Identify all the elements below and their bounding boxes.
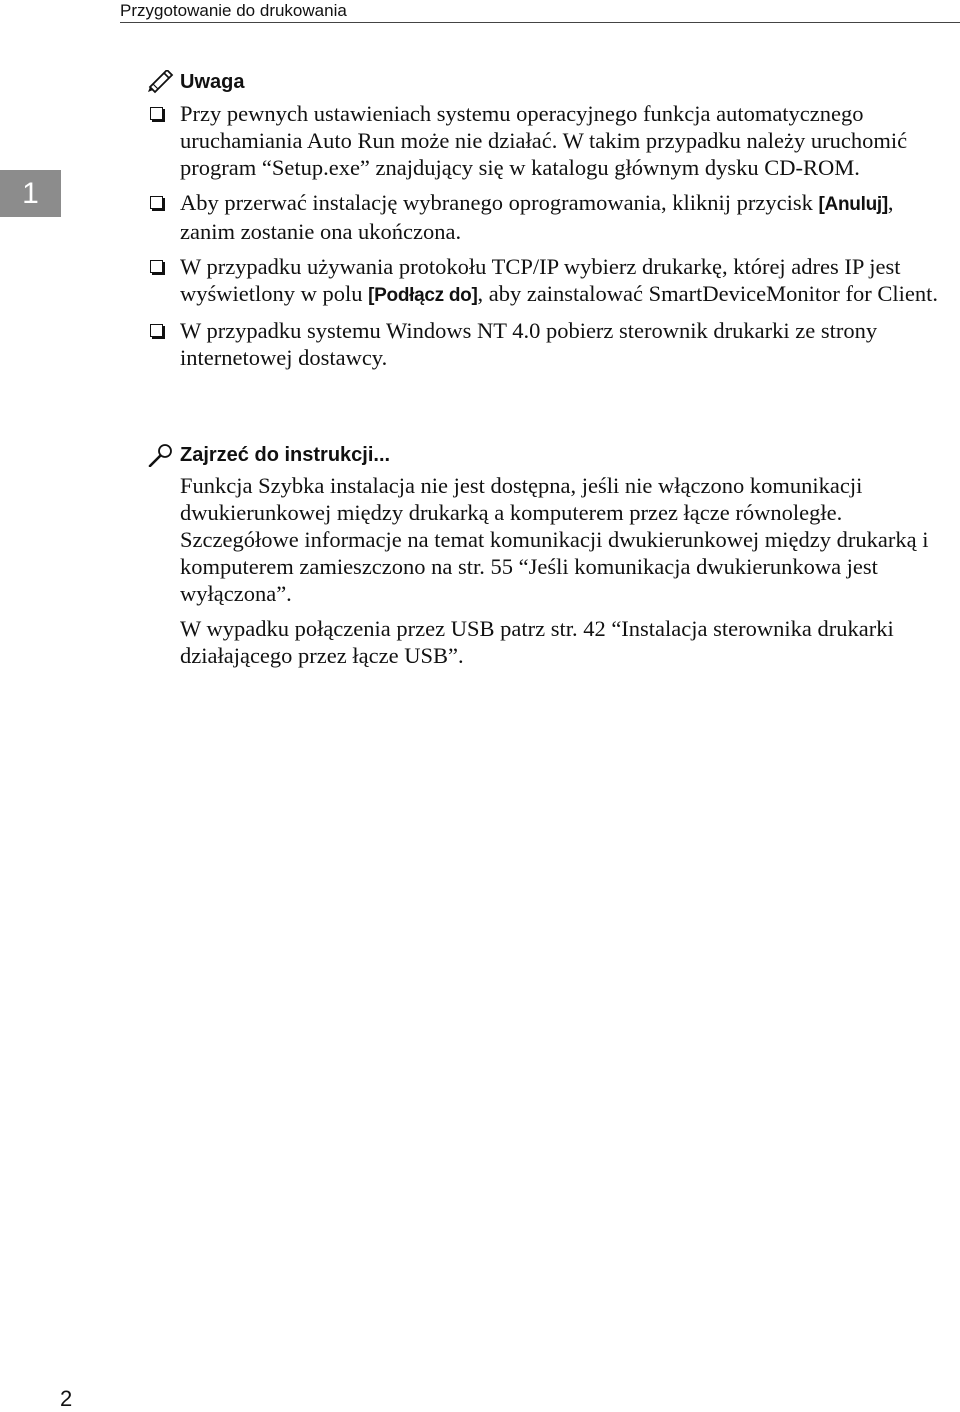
note-item-text: W przypadku systemu Windows NT 4.0 pobierz sterownik drukarki ze strony internetowej dostawcy. — [180, 318, 878, 370]
checkbox-bullet-icon — [150, 324, 163, 337]
checkbox-bullet-icon — [150, 196, 163, 209]
note-item-text: Przy pewnych ustawieniach systemu operacyjnego funkcja automatycznego uruchamiania Auto Run może nie działać. W takim przypadku należy uruchomić program “Setup.exe” znajdujący się w katalogu głównym dysku CD-ROM. — [180, 101, 908, 180]
note-item-text-before: Aby przerwać instalację wybranego oprogramowania, kliknij przycisk — [180, 190, 819, 215]
running-header — [120, 0, 960, 23]
reference-heading — [146, 443, 390, 467]
note-heading — [146, 70, 244, 94]
reference-heading-label: Zajrzeć do instrukcji... — [180, 444, 391, 466]
magnifier-icon — [146, 443, 176, 467]
page-number: 2 — [60, 1386, 73, 1411]
reference-body — [180, 472, 955, 677]
note-item — [150, 317, 940, 371]
running-header-title: Przygotowanie do drukowania — [120, 1, 347, 20]
note-item — [150, 253, 940, 309]
chapter-tab — [0, 170, 61, 217]
note-heading-label: Uwaga — [180, 71, 245, 93]
key-podlacz-do: [Podłącz do] — [368, 285, 478, 306]
key-anuluj: [Anuluj] — [818, 194, 888, 215]
note-item — [150, 189, 940, 245]
note-list — [150, 100, 940, 379]
checkbox-bullet-icon — [150, 260, 163, 273]
pencil-icon — [146, 70, 176, 94]
reference-paragraph: W wypadku połączenia przez USB patrz str. 42 “Instalacja sterownika drukarki działającego przez łącze USB”. — [180, 616, 894, 668]
note-item-text-after: , aby zainstalować SmartDeviceMonitor for Client. — [477, 281, 938, 306]
note-item-text-before: W przypadku używania protokołu TCP/IP wybierz drukarkę, której adres IP jest wyświetlony w polu — [180, 254, 901, 306]
note-item-text-after: , zanim zostanie ona ukończona. — [180, 190, 894, 244]
chapter-number: 1 — [22, 177, 39, 210]
reference-paragraph: Funkcja Szybka instalacja nie jest dostępna, jeśli nie włączono komunikacji dwukierunkowej między drukarką a komputerem przez łącze równoległe. Szczegółowe informacje na temat komunikacji dwukierunkowej między drukarką i komputerem zamieszczono na str. 55 “Jeśli komunikacja dwukierunkowa jest wyłączona”. — [180, 473, 929, 606]
checkbox-bullet-icon — [150, 107, 163, 120]
note-item — [150, 100, 940, 181]
